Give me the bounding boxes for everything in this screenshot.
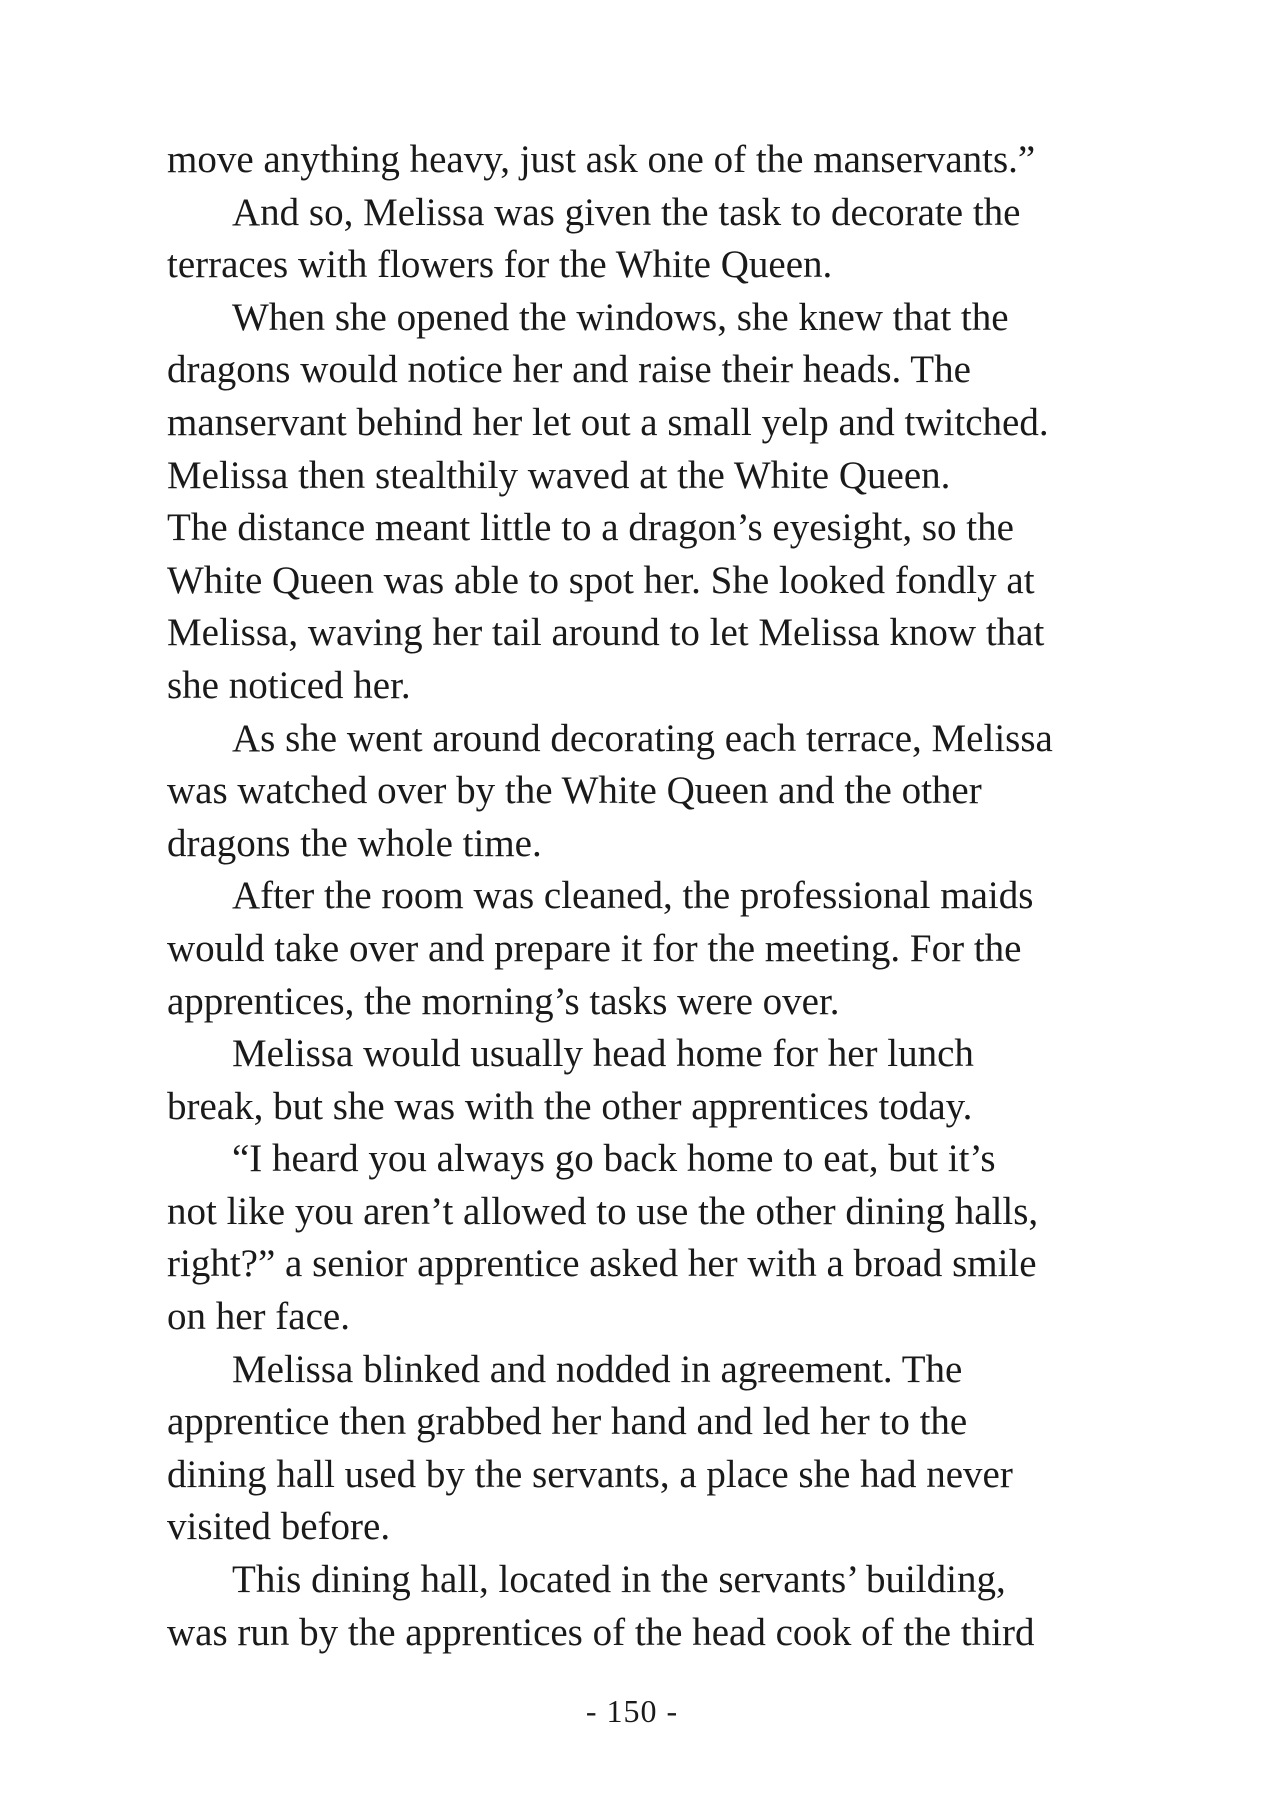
text-line: was run by the apprentices of the head cook of the third xyxy=(167,1610,1035,1654)
text-line: dragons the whole time. xyxy=(167,821,542,865)
text-line: apprentices, the morning’s tasks were over. xyxy=(167,979,840,1023)
text-line: she noticed her. xyxy=(167,663,411,707)
text-line: was watched over by the White Queen and the other xyxy=(167,769,982,813)
text-line: This dining hall, located in the servants’ building, xyxy=(232,1558,1006,1602)
text-line: would take over and prepare it for the meeting. For the xyxy=(167,926,1022,970)
text-line: After the room was cleaned, the professional maids xyxy=(232,874,1034,918)
text-line: on her face. xyxy=(167,1295,350,1339)
text-line: visited before. xyxy=(167,1505,391,1549)
text-line: break, but she was with the other apprentices today. xyxy=(167,1084,973,1128)
text-line: apprentice then grabbed her hand and led her to the xyxy=(167,1400,968,1444)
text-line: White Queen was able to spot her. She looked fondly at xyxy=(167,558,1035,602)
text-line: Melissa would usually head home for her lunch xyxy=(232,1032,974,1076)
text-line: terraces with flowers for the White Queen. xyxy=(167,243,833,287)
text-line: manservant behind her let out a small yelp and twitched. xyxy=(167,400,1049,444)
text-line: not like you aren’t allowed to use the other dining halls, xyxy=(167,1189,1039,1233)
text-line: As she went around decorating each terrace, Melissa xyxy=(232,716,1053,760)
text-line: move anything heavy, just ask one of the manservants.” xyxy=(167,138,1036,181)
text-line: dragons would notice her and raise their heads. The xyxy=(167,348,971,392)
text-line: The distance meant little to a dragon’s eyesight, so the xyxy=(167,506,1014,550)
page-number: - 150 - xyxy=(585,1693,679,1729)
body-text xyxy=(167,134,1127,1659)
text-line: And so, Melissa was given the task to decorate the xyxy=(232,190,1021,234)
text-line: right?” a senior apprentice asked her with a broad smile xyxy=(167,1242,1037,1286)
text-line: Melissa blinked and nodded in agreement. The xyxy=(232,1347,963,1391)
text-line: “I heard you always go back home to eat, but it’s xyxy=(232,1137,996,1181)
text-line: Melissa, waving her tail around to let Melissa know that xyxy=(167,611,1045,655)
text-line: When she opened the windows, she knew that the xyxy=(232,295,1009,339)
text-line: dining hall used by the servants, a place she had never xyxy=(167,1452,1013,1496)
text-line: Melissa then stealthily waved at the White Queen. xyxy=(167,453,951,497)
